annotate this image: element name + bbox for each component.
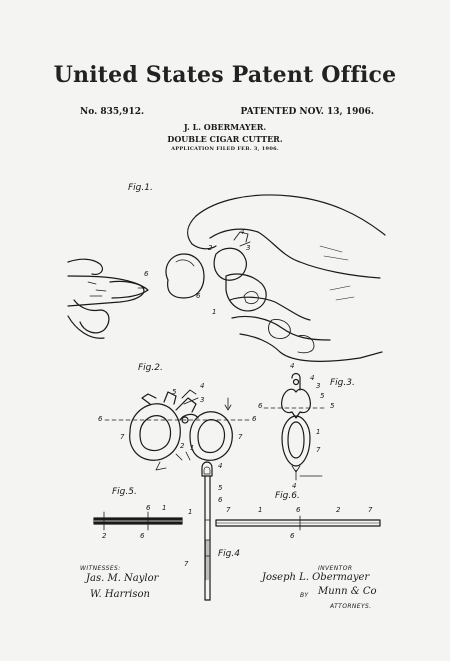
inventor-name: J. L. OBERMAYER. xyxy=(183,122,267,132)
fig2-label: Fig.2. xyxy=(138,363,163,373)
ref-5-fig3: 5 xyxy=(320,392,325,400)
ref-4b-fig3: 4 xyxy=(310,374,315,382)
ref-6-fig3: 6 xyxy=(258,402,263,410)
fig6-label: Fig.6. xyxy=(275,491,300,501)
fig5-label: Fig.5. xyxy=(112,487,137,497)
ref-6r-fig2: 6 xyxy=(252,415,257,423)
fig6-drawing xyxy=(216,516,380,530)
by-label: BY xyxy=(300,592,309,599)
fig4-label: Fig.4 xyxy=(218,549,240,559)
fig1-drawing xyxy=(68,195,385,361)
inventor-signature: Joseph L. Obermayer xyxy=(262,572,370,583)
ref-2-fig6: 2 xyxy=(336,506,341,514)
fig3-label: Fig.3. xyxy=(330,378,355,388)
ref-1-fig5: 1 xyxy=(162,504,167,512)
ref-3-fig2: 3 xyxy=(200,396,205,404)
ref-7-fig4: 7 xyxy=(184,560,189,568)
ref-4-fig3: 4 xyxy=(290,362,295,370)
patent-number: No. 835,912. xyxy=(80,107,145,117)
fig2-drawing xyxy=(105,390,250,470)
application-filed: APPLICATION FILED FEB. 3, 1906. xyxy=(171,146,279,152)
ref-4-fig3-bottom: 4 xyxy=(292,482,297,490)
witness-2-signature: W. Harrison xyxy=(90,589,150,600)
fig1-label: Fig.1. xyxy=(128,183,153,193)
ref-3-fig1: 3 xyxy=(246,244,251,252)
ref-6b-fig6: 6 xyxy=(290,532,295,540)
ref-6-fig6: 6 xyxy=(296,506,301,514)
ref-7-fig6: 7 xyxy=(226,506,231,514)
fig4-drawing xyxy=(202,462,212,600)
ref-2-fig1: 2 xyxy=(208,244,213,252)
ref-7r-fig2: 7 xyxy=(238,433,243,441)
ref-4-fig1: 4 xyxy=(240,228,245,236)
ref-6-fig2: 6 xyxy=(98,415,103,423)
office-title: United States Patent Office xyxy=(53,62,397,88)
ref-6b-fig5: 6 xyxy=(140,532,145,540)
ref-4-fig2: 4 xyxy=(200,382,205,390)
ref-2-fig2: 2 xyxy=(180,442,185,450)
ref-2-fig5: 2 xyxy=(102,532,107,540)
ref-6b-fig1: 6 xyxy=(196,292,201,300)
ref-1-fig2: 1 xyxy=(190,444,195,452)
ref-1-fig6: 1 xyxy=(258,506,263,514)
inventor-label: INVENTOR xyxy=(318,565,353,572)
ref-1-fig4: 1 xyxy=(188,508,193,516)
ref-6-fig1: 6 xyxy=(144,270,149,278)
attorneys-label: ATTORNEYS. xyxy=(330,603,372,610)
ref-6-fig5: 6 xyxy=(146,504,151,512)
ref-6-fig4: 6 xyxy=(218,496,223,504)
ref-3-fig3: 3 xyxy=(316,382,321,390)
patent-date: PATENTED NOV. 13, 1906. xyxy=(240,107,374,117)
fig5-drawing xyxy=(94,512,182,530)
ref-1-fig3: 1 xyxy=(316,428,321,436)
attorney-signature: Munn & Co xyxy=(318,586,377,597)
ref-7r-fig6: 7 xyxy=(368,506,373,514)
ref-5b-fig3: 5 xyxy=(330,402,335,410)
witness-1-signature: Jas. M. Naylor xyxy=(86,573,159,584)
ref-5-fig2: 5 xyxy=(172,388,177,396)
ref-4-fig4: 4 xyxy=(218,462,223,470)
ref-5-fig4: 5 xyxy=(218,484,223,492)
ref-7-fig2: 7 xyxy=(120,433,125,441)
witnesses-label: WITNESSES: xyxy=(80,565,121,572)
ref-7-fig3: 7 xyxy=(316,446,321,454)
ref-1-fig1: 1 xyxy=(212,308,217,316)
invention-title: DOUBLE CIGAR CUTTER. xyxy=(167,134,283,144)
